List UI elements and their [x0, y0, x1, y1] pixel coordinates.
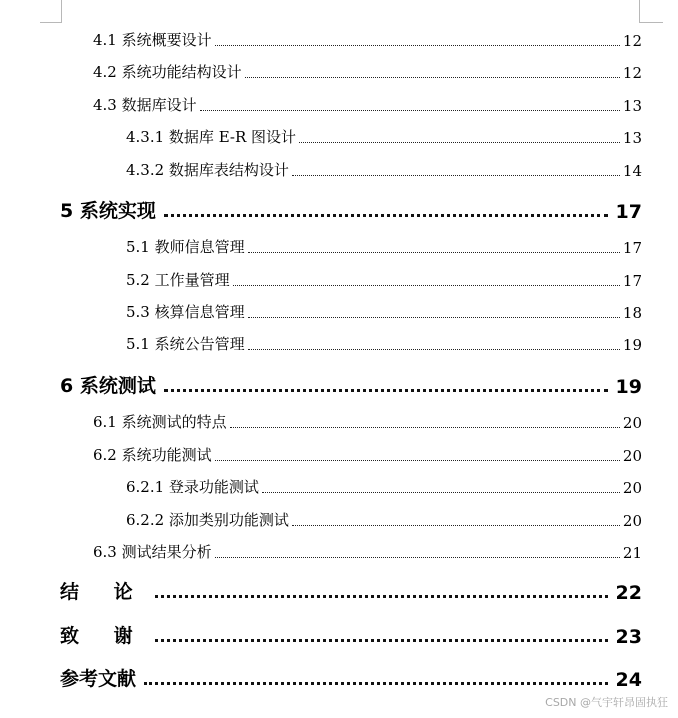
toc-entry-label: 6.2.2 添加类别功能测试: [126, 511, 289, 529]
toc-page-number: 12: [622, 32, 642, 50]
toc-entry-label: 6.1 系统测试的特点: [93, 413, 227, 431]
toc-page-number: 17: [622, 272, 642, 290]
toc-dot-leader: [215, 460, 620, 461]
toc-dot-leader: [292, 175, 620, 176]
toc-entry-label: 5 系统实现: [60, 200, 156, 222]
toc-entry[interactable]: [60, 665, 642, 691]
toc-entry[interactable]: [126, 334, 642, 354]
toc-page-number: 17: [615, 201, 642, 223]
toc-entry[interactable]: [60, 197, 642, 223]
toc-entry-label: 6 系统测试: [60, 375, 156, 397]
toc-dot-leader: [299, 142, 620, 143]
toc-entry[interactable]: [126, 510, 642, 530]
toc-page-number: 22: [615, 582, 642, 604]
toc-entry[interactable]: [126, 302, 642, 322]
toc-page-number: 17: [622, 239, 642, 257]
page-corner-mark-left-horizontal: [40, 22, 62, 23]
toc-page-number: 20: [622, 512, 642, 530]
toc-dot-leader: [155, 595, 608, 598]
page-corner-mark-right-horizontal: [639, 22, 663, 23]
toc-dot-leader: [248, 349, 620, 350]
toc-entry-label: 5.3 核算信息管理: [126, 303, 245, 321]
toc-page-number: 13: [622, 97, 642, 115]
toc-dot-leader: [245, 77, 620, 78]
toc-dot-leader: [248, 317, 620, 318]
toc-entry-label: 5.1 系统公告管理: [126, 335, 245, 353]
toc-entry-label: 4.3 数据库设计: [93, 96, 197, 114]
toc-dot-leader: [262, 492, 620, 493]
toc-dot-leader: [215, 45, 620, 46]
toc-entry-label: 5.1 教师信息管理: [126, 238, 245, 256]
toc-entry[interactable]: [126, 477, 642, 497]
toc-page-number: 13: [622, 129, 642, 147]
toc-entry[interactable]: [93, 412, 642, 432]
toc-entry-label: 4.3.1 数据库 E-R 图设计: [126, 128, 297, 146]
toc-dot-leader: [164, 389, 608, 392]
toc-entry[interactable]: [126, 160, 642, 180]
watermark: CSDN @气宇轩昂固执狂: [545, 696, 668, 709]
toc-page-number: 20: [622, 479, 642, 497]
toc-entry-label: 5.2 工作量管理: [126, 271, 230, 289]
toc-dot-leader: [248, 252, 620, 253]
toc-entry[interactable]: [60, 622, 642, 648]
toc-entry-label: 4.2 系统功能结构设计: [93, 63, 242, 81]
toc-entry[interactable]: [60, 372, 642, 398]
page-corner-mark-left-vertical: [61, 0, 62, 22]
toc-dot-leader: [164, 214, 608, 217]
toc-dot-leader: [155, 639, 608, 642]
toc-dot-leader: [144, 682, 608, 685]
toc-dot-leader: [230, 427, 620, 428]
toc-entry[interactable]: [93, 542, 642, 562]
toc-dot-leader: [215, 557, 620, 558]
toc-entry[interactable]: [93, 30, 642, 50]
toc-entry-label: 致 谢: [60, 625, 147, 647]
toc-entry-label: 6.2.1 登录功能测试: [126, 478, 259, 496]
toc-entry-label: 6.3 测试结果分析: [93, 543, 212, 561]
toc-dot-leader: [292, 525, 620, 526]
toc-entry[interactable]: [126, 270, 642, 290]
toc-dot-leader: [233, 285, 620, 286]
toc-entry[interactable]: [93, 62, 642, 82]
toc-entry[interactable]: [126, 237, 642, 257]
toc-page-number: 20: [622, 414, 642, 432]
toc-entry[interactable]: [60, 578, 642, 604]
toc-dot-leader: [200, 110, 620, 111]
toc-page-number: 21: [622, 544, 642, 562]
toc-page-number: 14: [622, 162, 642, 180]
page-corner-mark-right-vertical: [639, 0, 640, 22]
toc-entry[interactable]: [93, 445, 642, 465]
toc-page-number: 18: [622, 304, 642, 322]
toc-entry-label: 6.2 系统功能测试: [93, 446, 212, 464]
toc-page-number: 19: [622, 336, 642, 354]
toc-page-number: 24: [615, 669, 642, 691]
toc-entry-label: 结 论: [60, 581, 147, 603]
toc-entry-label: 4.3.2 数据库表结构设计: [126, 161, 289, 179]
toc-entry[interactable]: [126, 127, 642, 147]
toc-entry[interactable]: [93, 95, 642, 115]
toc-page-number: 23: [615, 626, 642, 648]
toc-page-number: 20: [622, 447, 642, 465]
toc-page-number: 19: [615, 376, 642, 398]
toc-entry-label: 参考文献: [60, 668, 137, 690]
toc-page-number: 12: [622, 64, 642, 82]
toc-entry-label: 4.1 系统概要设计: [93, 31, 212, 49]
